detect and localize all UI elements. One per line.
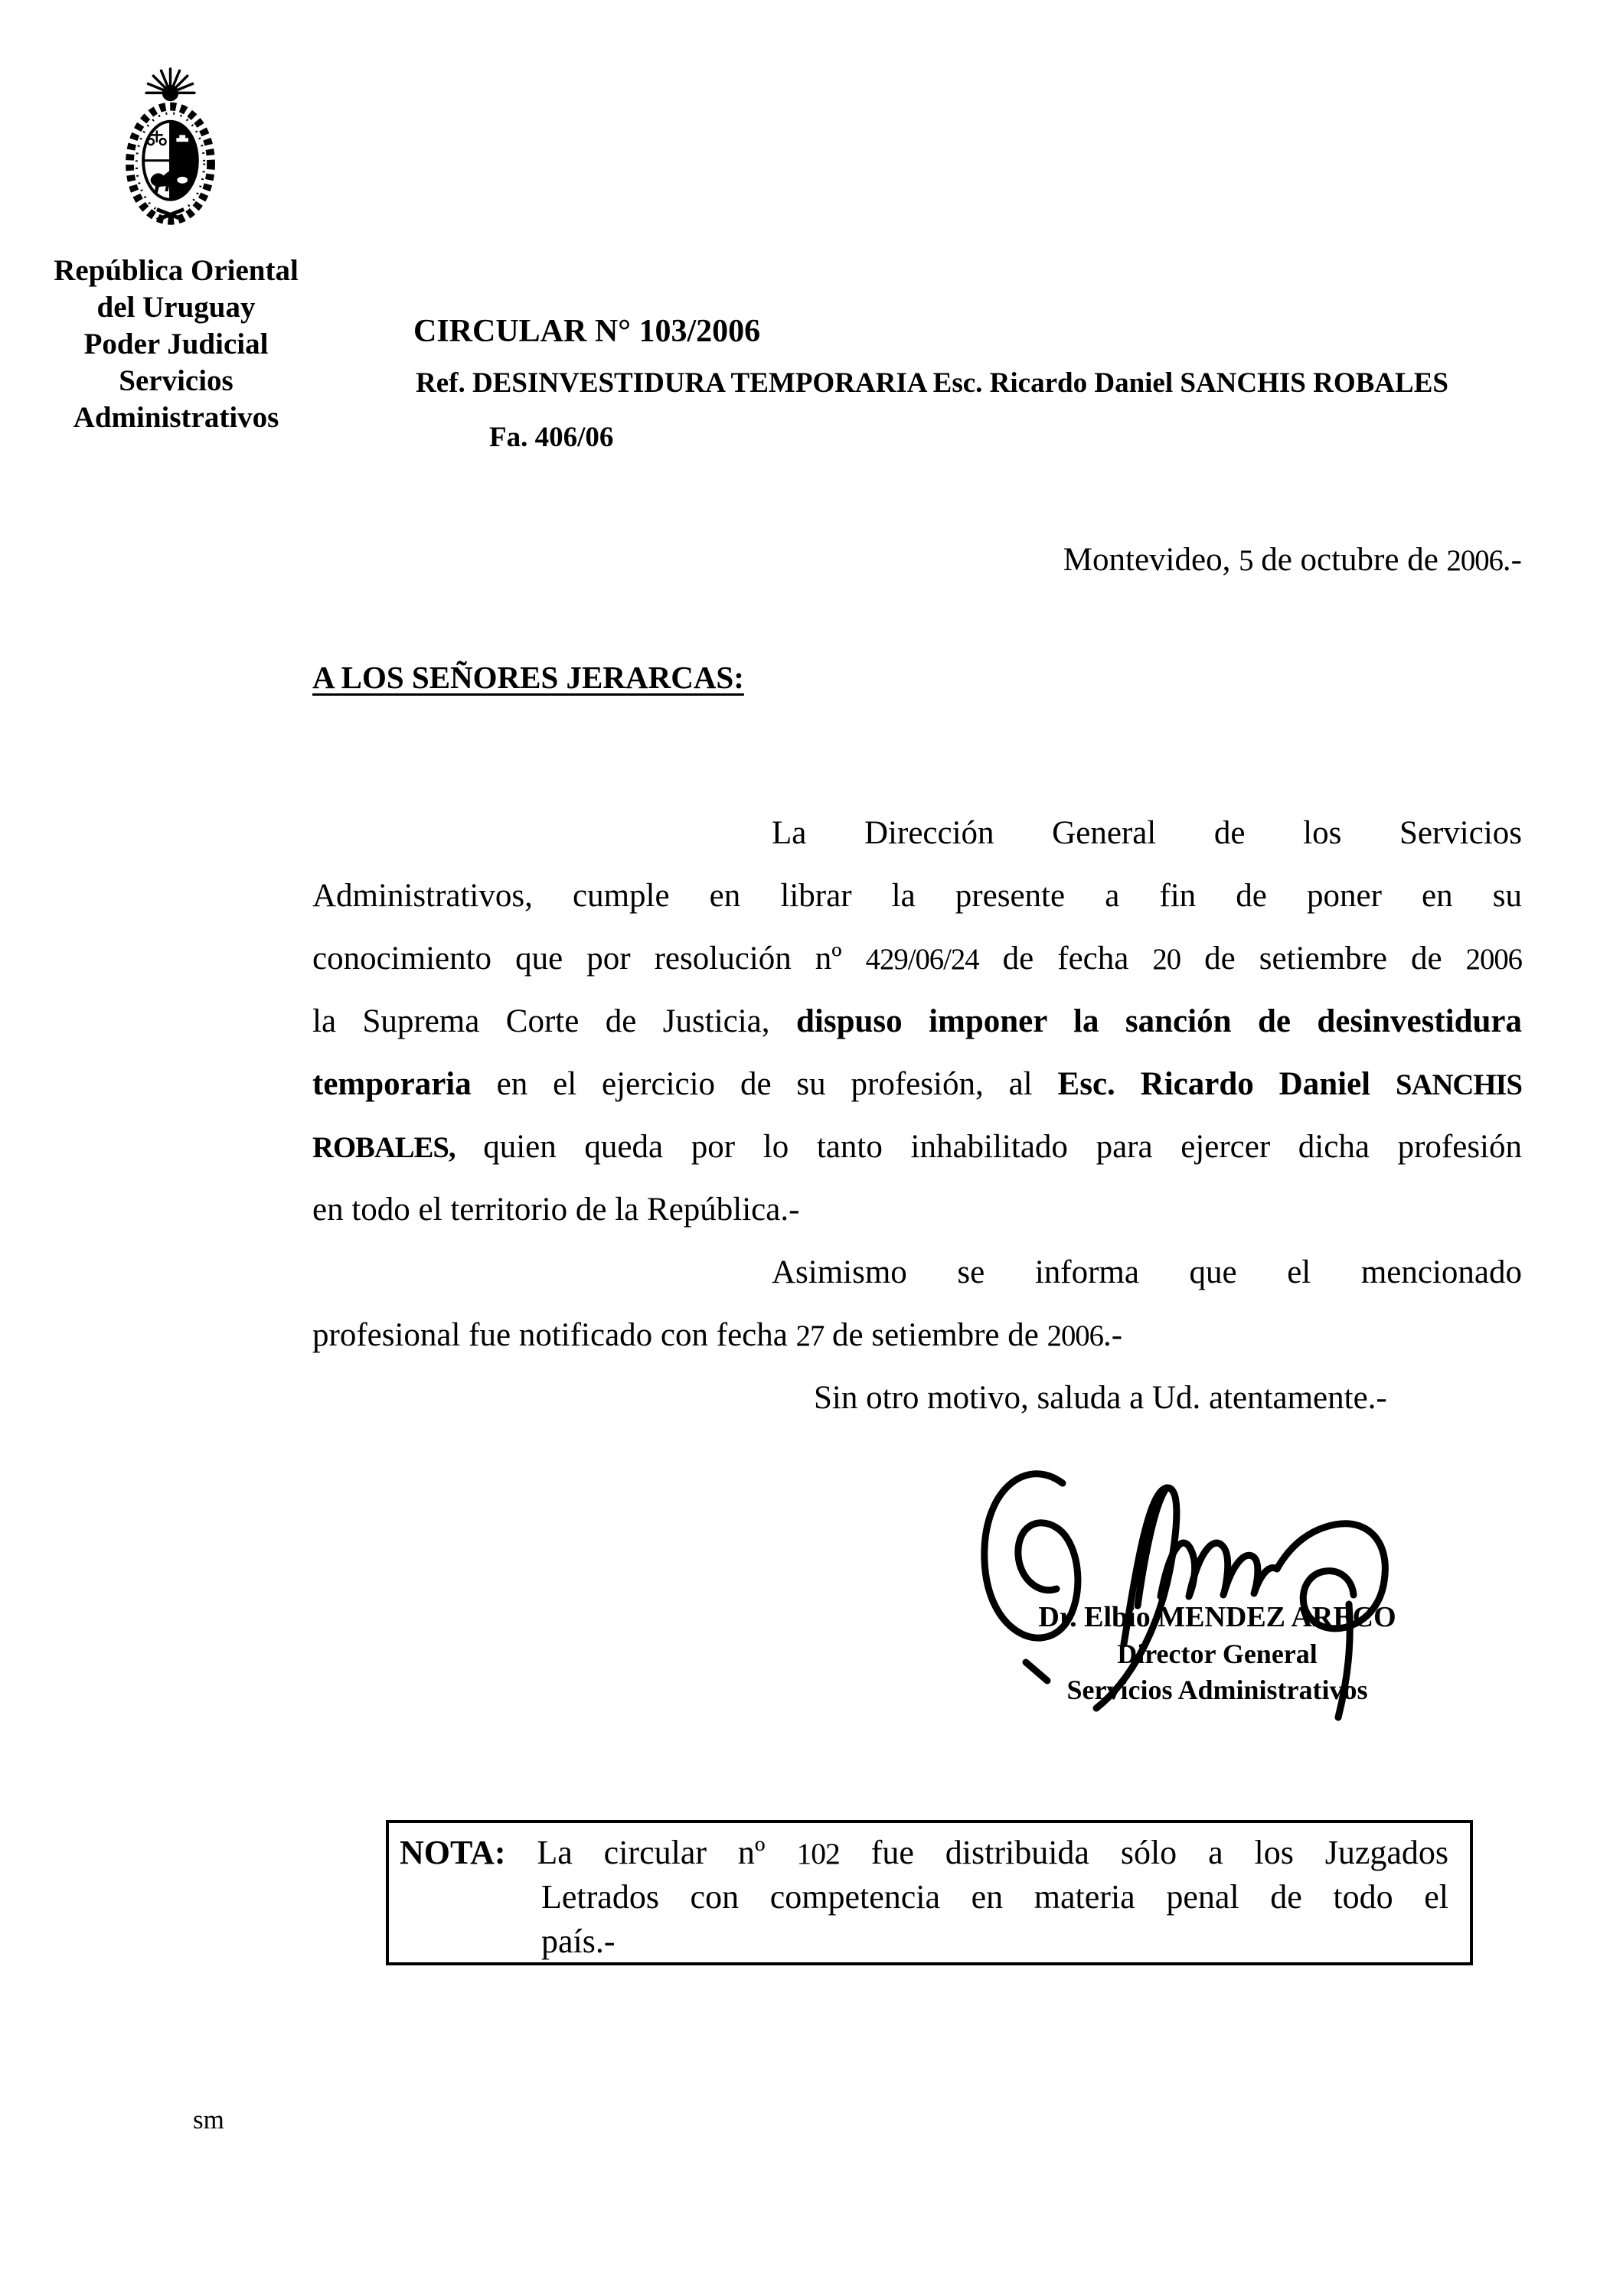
body-line	[312, 1116, 1522, 1179]
text-segment: de setiembre de	[1181, 941, 1466, 977]
body-line	[312, 802, 1522, 865]
text-segment: La Dirección General de los Servicios	[772, 815, 1522, 851]
text-segment: 2006	[1465, 944, 1522, 976]
date-line	[1063, 540, 1522, 581]
letterhead-line: Poder Judicial	[83, 328, 269, 360]
circular-number: CIRCULAR N° 103/2006	[413, 314, 761, 349]
text-segment: conocimiento que por resolución nº	[312, 941, 866, 977]
letterhead-line: República Oriental	[54, 254, 299, 287]
text-segment: Esc. Ricardo Daniel	[1057, 1066, 1396, 1102]
signer-office: Servicios Administrativos	[1066, 1675, 1368, 1705]
typist-initials: sm	[193, 2105, 224, 2135]
text-segment: en el ejercicio de su profesión, al	[471, 1066, 1058, 1102]
note-line	[400, 1831, 1448, 1875]
text-segment: Montevideo,	[1063, 542, 1239, 578]
body-line	[312, 1241, 1522, 1304]
text-segment: fue distribuida sólo a los Juzgados	[839, 1834, 1448, 1871]
text-segment: .-	[1502, 542, 1522, 578]
text-segment: de octubre de	[1252, 542, 1447, 578]
text-segment: de fecha	[978, 941, 1153, 977]
text-segment: 5	[1239, 545, 1253, 577]
text-segment: SANCHIS	[1396, 1069, 1522, 1101]
text-segment: país.-	[541, 1923, 616, 1960]
text-segment: 429/06/24	[865, 944, 979, 976]
body-line	[312, 1179, 1522, 1241]
signer-name: Dr. Elbio MENDEZ ARECO	[1038, 1601, 1396, 1633]
text-segment: de setiembre de	[824, 1317, 1047, 1353]
letterhead-line: del Uruguay	[96, 291, 256, 324]
text-segment: 27	[795, 1320, 825, 1352]
body-line	[312, 865, 1522, 928]
text-segment: 2006	[1446, 545, 1503, 577]
letter-body	[312, 802, 1522, 1430]
addressee-line: A LOS SEÑORES JERARCAS:	[312, 660, 744, 695]
signer-title: Director General	[1117, 1639, 1318, 1669]
text-segment: temporaria	[312, 1066, 472, 1102]
handwritten-signature-icon	[949, 1454, 1409, 1730]
body-line	[312, 1053, 1522, 1116]
text-segment: dispuso imponer la sanción de desinvestidura	[795, 1003, 1522, 1039]
text-segment: Letrados con competencia en materia penal de todo el	[541, 1878, 1448, 1916]
note-box	[386, 1820, 1473, 1965]
text-segment: profesional fue notificado con fecha	[312, 1317, 796, 1353]
note-line	[400, 1875, 1448, 1919]
note-line	[400, 1919, 1448, 1964]
letterhead-institution	[19, 253, 333, 436]
letterhead-line: Servicios	[119, 364, 233, 397]
text-segment: quien queda por lo tanto inhabilitado para ejercer dicha profesión	[455, 1129, 1522, 1165]
text-segment: ROBALES,	[312, 1132, 456, 1164]
text-segment: Administrativos, cumple en librar la presente a fin de poner en su	[312, 878, 1522, 914]
note-label: NOTA:	[400, 1834, 506, 1871]
text-segment: Asimismo se informa que el mencionado	[772, 1254, 1522, 1290]
body-line	[312, 990, 1522, 1053]
closing-line	[312, 1367, 1522, 1430]
text-segment: en todo el territorio de la República.-	[312, 1192, 800, 1228]
reference-line: Ref. DESINVESTIDURA TEMPORARIA Esc. Ricardo Daniel SANCHIS ROBALES	[416, 367, 1448, 399]
text-segment: La circular nº	[505, 1834, 797, 1871]
text-segment: Sin otro motivo, saluda a Ud. atentamente.-	[814, 1380, 1387, 1416]
text-segment: la Suprema Corte de Justicia,	[312, 1003, 796, 1039]
letterhead-line: Administrativos	[73, 401, 279, 434]
text-segment: .-	[1102, 1317, 1123, 1353]
text-segment: 20	[1152, 944, 1181, 976]
text-segment: 2006	[1047, 1320, 1103, 1352]
body-line	[312, 1304, 1522, 1367]
text-segment: 102	[796, 1837, 840, 1870]
file-reference: Fa. 406/06	[489, 422, 614, 453]
body-line	[312, 928, 1522, 990]
uruguay-coat-of-arms-icon	[109, 66, 233, 234]
